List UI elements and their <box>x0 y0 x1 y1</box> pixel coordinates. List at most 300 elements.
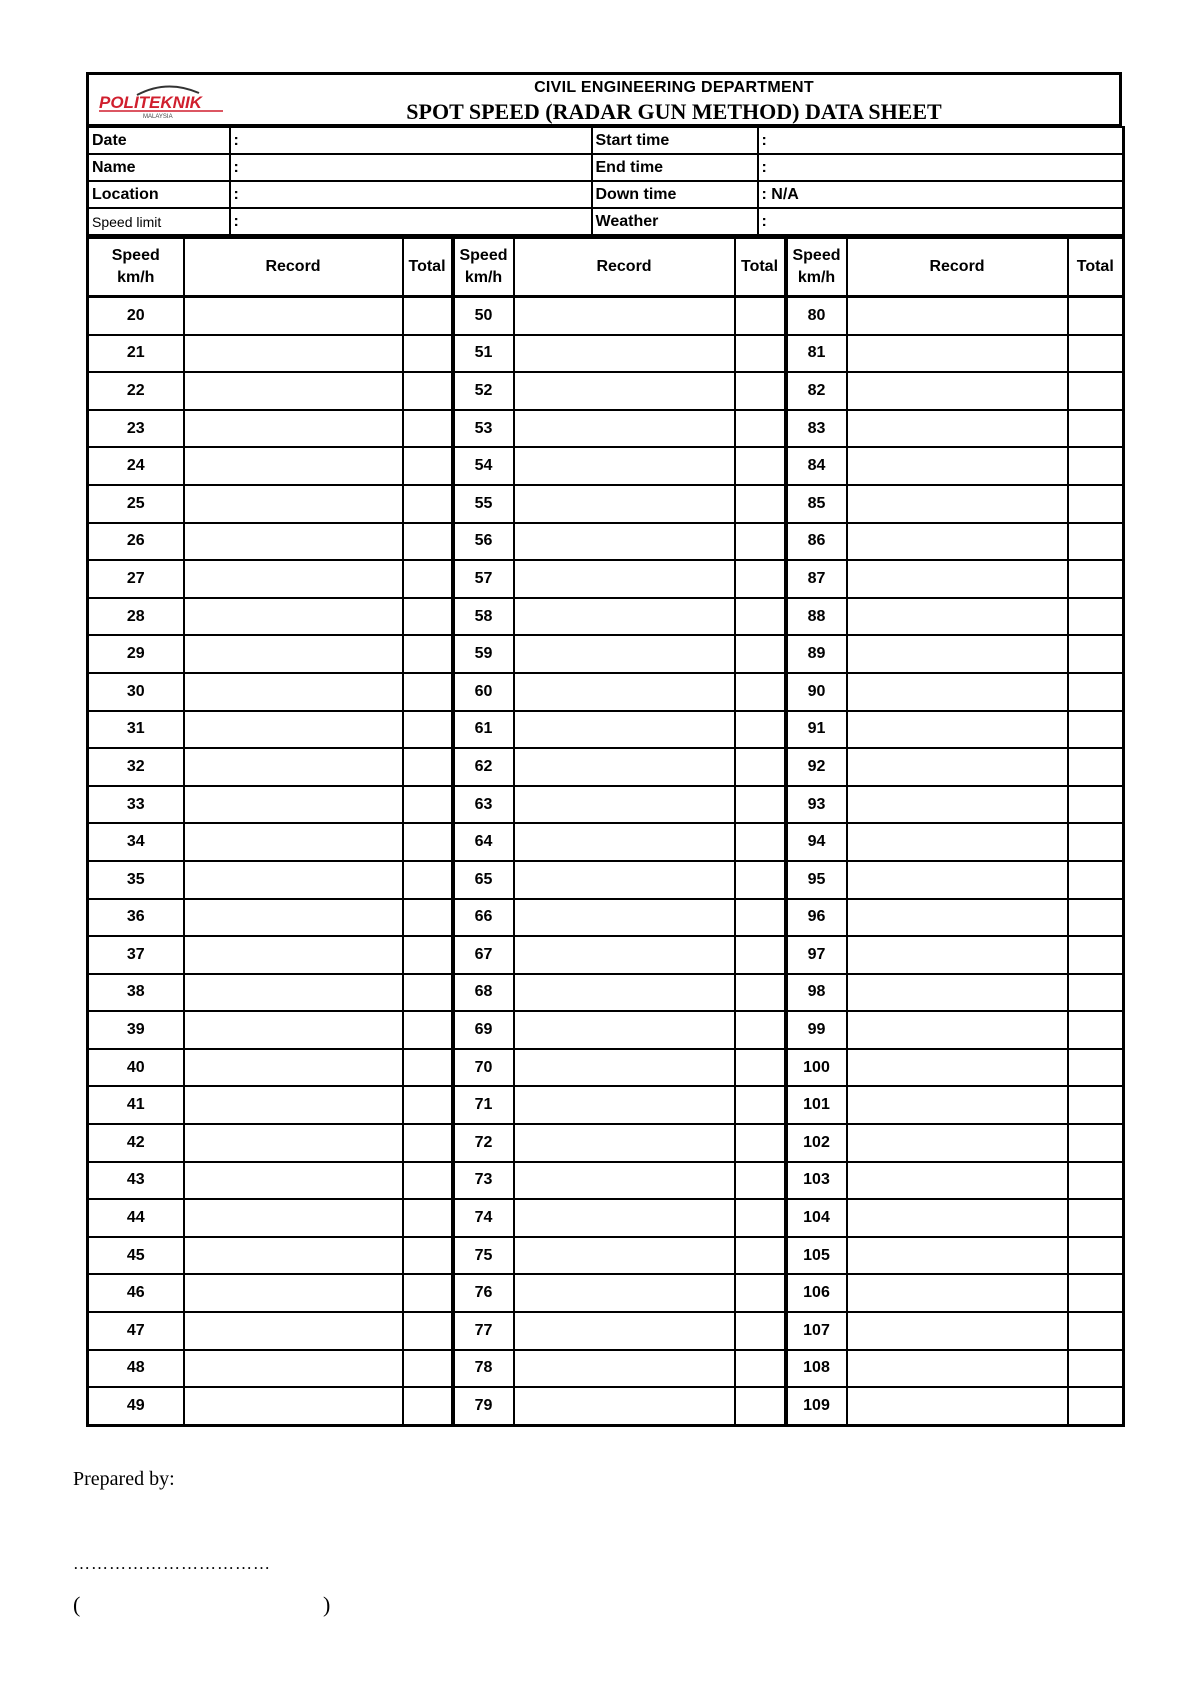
table-row <box>88 711 1124 749</box>
info-table <box>86 126 1125 237</box>
total-cell[interactable] <box>403 786 453 824</box>
speed-header: Speed km/h <box>786 238 847 297</box>
record-cell[interactable] <box>514 410 735 448</box>
total-cell[interactable] <box>735 1237 786 1275</box>
total-cell[interactable] <box>1068 485 1124 523</box>
record-cell[interactable] <box>514 635 735 673</box>
record-cell[interactable] <box>847 823 1068 861</box>
speed-header: Speed km/h <box>453 238 514 297</box>
speed-value: 93 <box>786 786 847 824</box>
speed-value: 30 <box>88 673 184 711</box>
speed-value: 57 <box>453 560 514 598</box>
total-cell[interactable] <box>403 936 453 974</box>
total-cell[interactable] <box>1068 1274 1124 1312</box>
date-label: Date <box>88 127 230 154</box>
record-cell[interactable] <box>184 974 403 1012</box>
record-cell[interactable] <box>184 823 403 861</box>
total-cell[interactable] <box>403 673 453 711</box>
table-row <box>88 1162 1124 1200</box>
total-cell[interactable] <box>1068 899 1124 937</box>
speed-value: 35 <box>88 861 184 899</box>
end-time-field[interactable]: : <box>758 154 1124 181</box>
speed-value: 22 <box>88 372 184 410</box>
record-cell[interactable] <box>847 899 1068 937</box>
record-cell[interactable] <box>184 1049 403 1087</box>
speed-value: 82 <box>786 372 847 410</box>
speed-value: 101 <box>786 1086 847 1124</box>
record-cell[interactable] <box>514 673 735 711</box>
name-paren-close: ) <box>323 1592 331 1617</box>
speed-value: 97 <box>786 936 847 974</box>
total-cell[interactable] <box>735 673 786 711</box>
record-cell[interactable] <box>514 1274 735 1312</box>
speed-value: 65 <box>453 861 514 899</box>
total-cell[interactable] <box>735 1124 786 1162</box>
record-cell[interactable] <box>514 1011 735 1049</box>
speed-value: 88 <box>786 598 847 636</box>
total-cell[interactable] <box>735 1312 786 1350</box>
table-row <box>88 1199 1124 1237</box>
record-cell[interactable] <box>514 1237 735 1275</box>
table-row <box>88 523 1124 561</box>
record-cell[interactable] <box>184 297 403 335</box>
speed-value: 49 <box>88 1387 184 1425</box>
speed-value: 41 <box>88 1086 184 1124</box>
record-cell[interactable] <box>847 786 1068 824</box>
record-cell[interactable] <box>514 748 735 786</box>
speed-value: 92 <box>786 748 847 786</box>
record-cell[interactable] <box>184 410 403 448</box>
total-cell[interactable] <box>735 936 786 974</box>
record-cell[interactable] <box>184 673 403 711</box>
speed-value: 25 <box>88 485 184 523</box>
record-cell[interactable] <box>184 861 403 899</box>
record-cell[interactable] <box>184 1011 403 1049</box>
total-cell[interactable] <box>1068 711 1124 749</box>
total-cell[interactable] <box>735 1387 786 1425</box>
speed-value: 80 <box>786 297 847 335</box>
record-cell[interactable] <box>184 1199 403 1237</box>
record-cell[interactable] <box>514 447 735 485</box>
speed-value: 50 <box>453 297 514 335</box>
end-time-label: End time <box>592 154 758 181</box>
total-cell[interactable] <box>735 1049 786 1087</box>
total-cell[interactable] <box>403 1387 453 1425</box>
location-field[interactable]: : <box>230 181 592 208</box>
record-cell[interactable] <box>847 598 1068 636</box>
speed-value: 40 <box>88 1049 184 1087</box>
record-cell[interactable] <box>184 560 403 598</box>
speed-value: 54 <box>453 447 514 485</box>
down-time-label: Down time <box>592 181 758 208</box>
total-cell[interactable] <box>735 748 786 786</box>
sheet-title: SPOT SPEED (RADAR GUN METHOD) DATA SHEET <box>406 99 942 124</box>
total-cell[interactable] <box>403 1162 453 1200</box>
total-cell[interactable] <box>403 1350 453 1388</box>
record-cell[interactable] <box>184 1387 403 1425</box>
record-cell[interactable] <box>514 1312 735 1350</box>
department-title: CIVIL ENGINEERING DEPARTMENT <box>534 79 814 96</box>
signature-line: …………………………… <box>73 1554 271 1573</box>
total-cell[interactable] <box>1068 523 1124 561</box>
total-cell[interactable] <box>1068 410 1124 448</box>
speed-value: 28 <box>88 598 184 636</box>
total-cell[interactable] <box>403 598 453 636</box>
record-cell[interactable] <box>514 974 735 1012</box>
total-cell[interactable] <box>735 635 786 673</box>
table-row <box>88 748 1124 786</box>
total-cell[interactable] <box>403 1274 453 1312</box>
start-time-label: Start time <box>592 127 758 154</box>
record-cell[interactable] <box>514 936 735 974</box>
record-cell[interactable] <box>847 372 1068 410</box>
total-cell[interactable] <box>735 297 786 335</box>
total-cell[interactable] <box>1068 598 1124 636</box>
record-cell[interactable] <box>514 1350 735 1388</box>
total-cell[interactable] <box>1068 1086 1124 1124</box>
table-row <box>88 297 1124 335</box>
total-cell[interactable] <box>1068 1312 1124 1350</box>
total-cell[interactable] <box>403 899 453 937</box>
record-cell[interactable] <box>847 1162 1068 1200</box>
record-cell[interactable] <box>514 1086 735 1124</box>
total-cell[interactable] <box>1068 335 1124 373</box>
name-label: Name <box>88 154 230 181</box>
speed-value: 60 <box>453 673 514 711</box>
speed-value: 58 <box>453 598 514 636</box>
total-cell[interactable] <box>1068 861 1124 899</box>
speed-value: 62 <box>453 748 514 786</box>
record-cell[interactable] <box>514 1162 735 1200</box>
record-cell[interactable] <box>514 861 735 899</box>
speed-value: 78 <box>453 1350 514 1388</box>
total-cell[interactable] <box>1068 748 1124 786</box>
speed-value: 51 <box>453 335 514 373</box>
record-cell[interactable] <box>184 748 403 786</box>
total-cell[interactable] <box>735 974 786 1012</box>
total-cell[interactable] <box>1068 1237 1124 1275</box>
record-cell[interactable] <box>184 1237 403 1275</box>
record-cell[interactable] <box>847 1049 1068 1087</box>
table-row <box>88 635 1124 673</box>
record-cell[interactable] <box>847 1350 1068 1388</box>
total-cell[interactable] <box>1068 786 1124 824</box>
record-cell[interactable] <box>847 523 1068 561</box>
speed-value: 31 <box>88 711 184 749</box>
record-cell[interactable] <box>184 899 403 937</box>
record-cell[interactable] <box>514 372 735 410</box>
record-cell[interactable] <box>847 673 1068 711</box>
table-row <box>88 673 1124 711</box>
speed-value: 26 <box>88 523 184 561</box>
speed-value: 99 <box>786 1011 847 1049</box>
total-cell[interactable] <box>403 711 453 749</box>
record-cell[interactable] <box>847 1237 1068 1275</box>
total-cell[interactable] <box>403 635 453 673</box>
speed-value: 86 <box>786 523 847 561</box>
table-row <box>88 1350 1124 1388</box>
record-cell[interactable] <box>514 485 735 523</box>
speed-value: 87 <box>786 560 847 598</box>
total-cell[interactable] <box>735 372 786 410</box>
speed-value: 44 <box>88 1199 184 1237</box>
total-cell[interactable] <box>735 1011 786 1049</box>
record-cell[interactable] <box>847 410 1068 448</box>
total-cell[interactable] <box>735 786 786 824</box>
speed-value: 61 <box>453 711 514 749</box>
record-cell[interactable] <box>847 1274 1068 1312</box>
table-row <box>88 1312 1124 1350</box>
speed-value: 33 <box>88 786 184 824</box>
total-cell[interactable] <box>1068 1011 1124 1049</box>
speed-value: 104 <box>786 1199 847 1237</box>
speed-value: 67 <box>453 936 514 974</box>
total-cell[interactable] <box>403 974 453 1012</box>
total-cell[interactable] <box>403 485 453 523</box>
date-field[interactable]: : <box>230 127 592 154</box>
record-cell[interactable] <box>514 1387 735 1425</box>
record-cell[interactable] <box>184 335 403 373</box>
speed-value: 37 <box>88 936 184 974</box>
weather-field[interactable]: : <box>758 208 1124 236</box>
record-cell[interactable] <box>184 635 403 673</box>
total-cell[interactable] <box>735 861 786 899</box>
total-cell[interactable] <box>403 1237 453 1275</box>
record-cell[interactable] <box>184 598 403 636</box>
record-cell[interactable] <box>514 297 735 335</box>
record-cell[interactable] <box>514 1199 735 1237</box>
table-row <box>88 598 1124 636</box>
table-row <box>88 1086 1124 1124</box>
speed-value: 47 <box>88 1312 184 1350</box>
record-cell[interactable] <box>847 974 1068 1012</box>
speed-value: 39 <box>88 1011 184 1049</box>
table-row <box>88 335 1124 373</box>
speed-value: 43 <box>88 1162 184 1200</box>
record-cell[interactable] <box>184 447 403 485</box>
total-cell[interactable] <box>1068 1049 1124 1087</box>
total-cell[interactable] <box>403 1199 453 1237</box>
speed-value: 59 <box>453 635 514 673</box>
total-cell[interactable] <box>735 899 786 937</box>
record-header: Record <box>847 238 1068 297</box>
total-cell[interactable] <box>1068 936 1124 974</box>
table-row <box>88 1124 1124 1162</box>
record-cell[interactable] <box>514 523 735 561</box>
record-cell[interactable] <box>847 485 1068 523</box>
record-cell[interactable] <box>847 560 1068 598</box>
record-cell[interactable] <box>847 1086 1068 1124</box>
total-cell[interactable] <box>735 335 786 373</box>
total-cell[interactable] <box>403 1312 453 1350</box>
speed-value: 95 <box>786 861 847 899</box>
speed-value: 32 <box>88 748 184 786</box>
record-cell[interactable] <box>184 711 403 749</box>
record-cell[interactable] <box>184 1312 403 1350</box>
speed-value: 105 <box>786 1237 847 1275</box>
total-cell[interactable] <box>1068 1124 1124 1162</box>
table-row <box>88 1387 1124 1425</box>
speed-limit-field[interactable]: : <box>230 208 592 236</box>
record-cell[interactable] <box>847 748 1068 786</box>
total-cell[interactable] <box>403 861 453 899</box>
speed-value: 66 <box>453 899 514 937</box>
total-cell[interactable] <box>735 1086 786 1124</box>
record-cell[interactable] <box>184 485 403 523</box>
record-cell[interactable] <box>184 1124 403 1162</box>
speed-value: 73 <box>453 1162 514 1200</box>
speed-value: 94 <box>786 823 847 861</box>
speed-value: 63 <box>453 786 514 824</box>
total-cell[interactable] <box>1068 297 1124 335</box>
record-cell[interactable] <box>847 1011 1068 1049</box>
total-cell[interactable] <box>1068 1387 1124 1425</box>
table-row <box>88 974 1124 1012</box>
speed-value: 102 <box>786 1124 847 1162</box>
speed-value: 85 <box>786 485 847 523</box>
total-cell[interactable] <box>403 560 453 598</box>
record-cell[interactable] <box>514 560 735 598</box>
total-cell[interactable] <box>735 523 786 561</box>
table-row <box>88 936 1124 974</box>
total-cell[interactable] <box>735 1162 786 1200</box>
location-label: Location <box>88 181 230 208</box>
total-cell[interactable] <box>735 598 786 636</box>
total-cell[interactable] <box>403 523 453 561</box>
record-cell[interactable] <box>847 1124 1068 1162</box>
speed-limit-label: Speed limit <box>88 208 230 236</box>
record-cell[interactable] <box>184 523 403 561</box>
speed-value: 38 <box>88 974 184 1012</box>
speed-value: 46 <box>88 1274 184 1312</box>
total-cell[interactable] <box>1068 974 1124 1012</box>
speed-value: 55 <box>453 485 514 523</box>
total-cell[interactable] <box>1068 1350 1124 1388</box>
total-cell[interactable] <box>403 297 453 335</box>
speed-value: 34 <box>88 823 184 861</box>
speed-header: Speed km/h <box>88 238 184 297</box>
name-paren-open: ( <box>73 1592 81 1617</box>
record-cell[interactable] <box>184 372 403 410</box>
speed-value: 91 <box>786 711 847 749</box>
total-cell[interactable] <box>1068 635 1124 673</box>
record-cell[interactable] <box>514 598 735 636</box>
total-cell[interactable] <box>735 823 786 861</box>
start-time-field[interactable]: : <box>758 127 1124 154</box>
record-cell[interactable] <box>847 1387 1068 1425</box>
total-header: Total <box>403 238 453 297</box>
down-time-field[interactable]: : N/A <box>758 181 1124 208</box>
total-cell[interactable] <box>1068 1199 1124 1237</box>
total-cell[interactable] <box>1068 1162 1124 1200</box>
speed-value: 100 <box>786 1049 847 1087</box>
record-cell[interactable] <box>514 823 735 861</box>
speed-value: 74 <box>453 1199 514 1237</box>
record-cell[interactable] <box>847 711 1068 749</box>
speed-value: 108 <box>786 1350 847 1388</box>
total-cell[interactable] <box>403 1086 453 1124</box>
total-cell[interactable] <box>403 1049 453 1087</box>
record-cell[interactable] <box>847 297 1068 335</box>
table-row <box>88 1011 1124 1049</box>
total-cell[interactable] <box>735 447 786 485</box>
total-cell[interactable] <box>1068 372 1124 410</box>
total-cell[interactable] <box>403 372 453 410</box>
total-cell[interactable] <box>735 1274 786 1312</box>
table-row <box>88 485 1124 523</box>
total-header: Total <box>1068 238 1124 297</box>
total-cell[interactable] <box>403 447 453 485</box>
name-field[interactable]: : <box>230 154 592 181</box>
record-cell[interactable] <box>184 1350 403 1388</box>
record-cell[interactable] <box>514 711 735 749</box>
record-cell[interactable] <box>184 1162 403 1200</box>
record-cell[interactable] <box>514 899 735 937</box>
record-header: Record <box>514 238 735 297</box>
total-cell[interactable] <box>403 410 453 448</box>
record-cell[interactable] <box>184 786 403 824</box>
record-cell[interactable] <box>514 335 735 373</box>
record-cell[interactable] <box>184 936 403 974</box>
total-cell[interactable] <box>735 485 786 523</box>
table-row <box>88 1237 1124 1275</box>
total-cell[interactable] <box>735 1350 786 1388</box>
total-cell[interactable] <box>1068 823 1124 861</box>
table-row <box>88 447 1124 485</box>
table-row <box>88 899 1124 937</box>
record-cell[interactable] <box>514 786 735 824</box>
svg-text:POLITEKNIK: POLITEKNIK <box>99 93 202 112</box>
total-cell[interactable] <box>403 335 453 373</box>
speed-value: 68 <box>453 974 514 1012</box>
record-cell[interactable] <box>847 936 1068 974</box>
record-cell[interactable] <box>184 1274 403 1312</box>
total-cell[interactable] <box>735 711 786 749</box>
total-cell[interactable] <box>735 560 786 598</box>
total-cell[interactable] <box>1068 560 1124 598</box>
record-cell[interactable] <box>847 635 1068 673</box>
speed-value: 84 <box>786 447 847 485</box>
speed-value: 70 <box>453 1049 514 1087</box>
speed-value: 24 <box>88 447 184 485</box>
speed-value: 21 <box>88 335 184 373</box>
record-cell[interactable] <box>847 1199 1068 1237</box>
speed-value: 52 <box>453 372 514 410</box>
record-cell[interactable] <box>847 861 1068 899</box>
record-cell[interactable] <box>847 447 1068 485</box>
speed-value: 107 <box>786 1312 847 1350</box>
total-cell[interactable] <box>1068 447 1124 485</box>
speed-record-table <box>86 237 1125 1427</box>
total-cell[interactable] <box>403 823 453 861</box>
speed-value: 69 <box>453 1011 514 1049</box>
record-cell[interactable] <box>514 1124 735 1162</box>
total-cell[interactable] <box>403 1124 453 1162</box>
total-cell[interactable] <box>735 1199 786 1237</box>
table-row <box>88 1049 1124 1087</box>
total-cell[interactable] <box>1068 673 1124 711</box>
record-cell[interactable] <box>847 335 1068 373</box>
politeknik-logo <box>97 81 227 119</box>
total-cell[interactable] <box>403 1011 453 1049</box>
speed-value: 77 <box>453 1312 514 1350</box>
total-cell[interactable] <box>403 748 453 786</box>
record-cell[interactable] <box>847 1312 1068 1350</box>
record-cell[interactable] <box>184 1086 403 1124</box>
record-cell[interactable] <box>514 1049 735 1087</box>
total-cell[interactable] <box>735 410 786 448</box>
speed-value: 53 <box>453 410 514 448</box>
